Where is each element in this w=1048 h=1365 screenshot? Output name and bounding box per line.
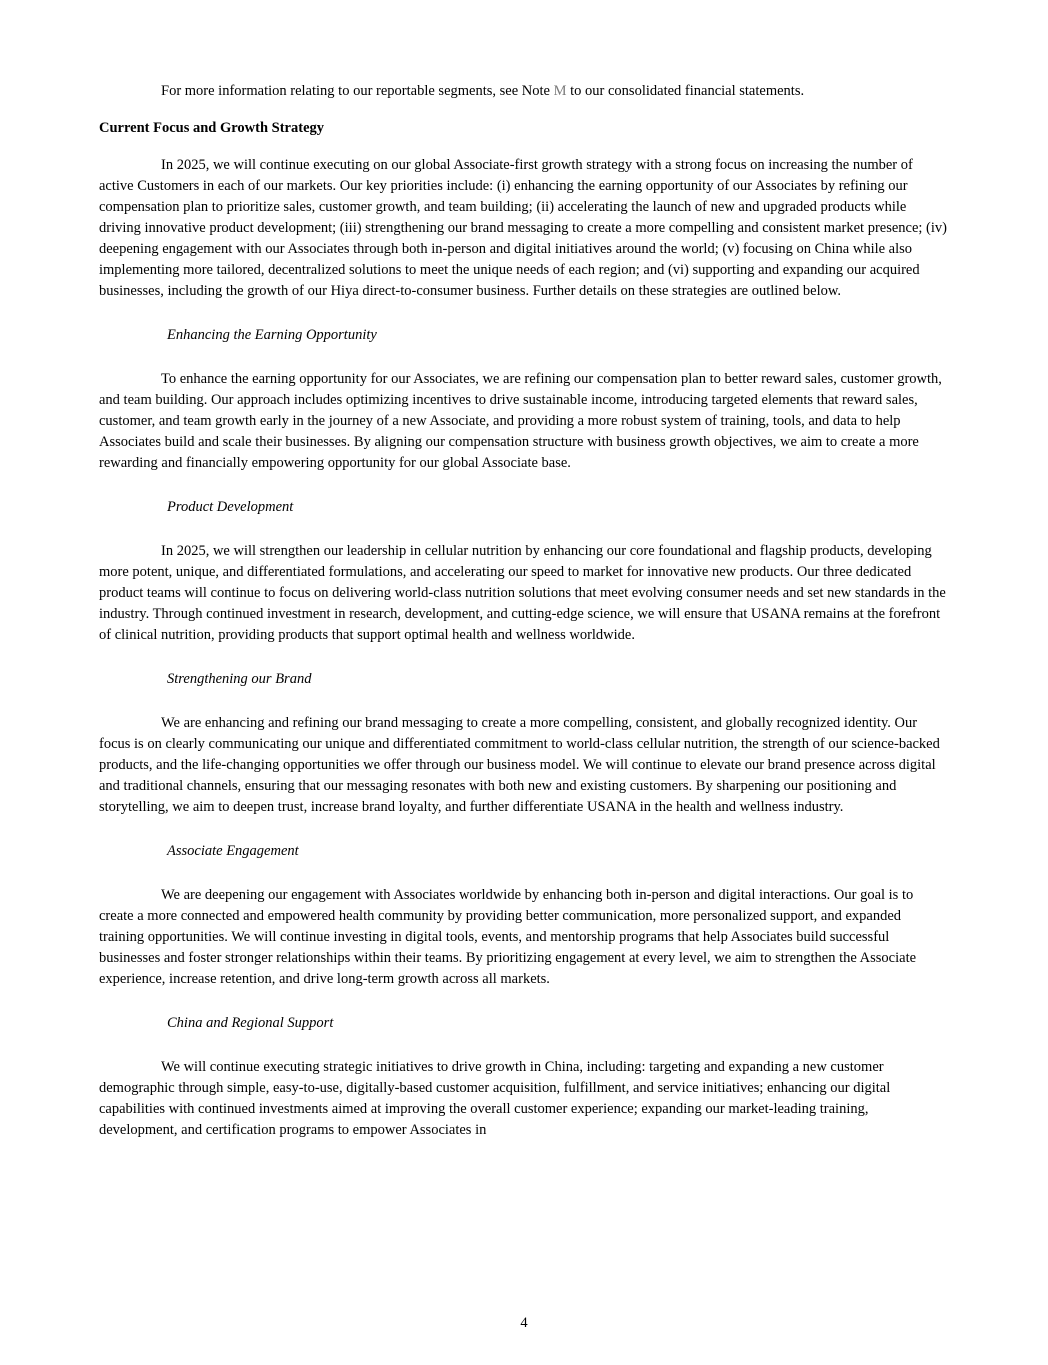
subheading-strengthening-brand: Strengthening our Brand <box>167 671 312 687</box>
paragraph-associate-engagement: We are deepening our engagement with Associates worldwide by enhancing both in-person and digital interactions. Our goal is to create a more connected and empowered health community by providing better communication, more personalized support, and expanded training opportunities. We will continue investing in digital tools, events, and mentorship programs that help Associates build successful businesses and foster stronger relationships within their teams. By prioritizing engagement at every level, we aim to strengthen the Associate experience, increase retention, and drive long-term growth across all markets. <box>99 887 917 987</box>
paragraph-strengthening-brand: We are enhancing and refining our brand messaging to create a more compelling, consistent, and globally recognized identity. Our focus is on clearly communicating our unique and differentiated commitment to world-class cellular nutrition, the strength of our science-backed products, and the life-changing opportunities we offer through our business model. We will continue to elevate our brand presence across digital and traditional channels, ensuring that our messaging resonates with both new and existing customers. By sharpening our positioning and storytelling, we aim to deepen trust, increase brand loyalty, and further differentiate USANA in the health and wellness industry. <box>99 715 940 815</box>
subheading-china-regional-support: China and Regional Support <box>167 1015 334 1031</box>
paragraph-earning-opportunity: To enhance the earning opportunity for our Associates, we are refining our compensation plan to better reward sales, customer growth, and team building. Our approach includes optimizing incentives to drive sustainable income, introducing targeted elements that reward sales, customer, and team growth early in the journey of a new Associate, and providing a more robust system of training, tools, and data to help Associates build and scale their businesses. By aligning our compensation structure with business growth objectives, we aim to create a more rewarding and financially empowering opportunity for our global Associate base. <box>99 371 942 471</box>
document-content <box>99 81 949 1164</box>
intro-text-after: to our consolidated financial statements. <box>566 83 805 99</box>
paragraph-china-regional-support: We will continue executing strategic initiatives to drive growth in China, including: targeting and expanding a new customer demographic through simple, easy-to-use, digitally-based customer acquisition, fulfillment, and service initiatives; enhancing our digital capabilities with continued investments aimed at improving the overall customer experience; expanding our market-leading training, development, and certification programs to empower Associates in <box>99 1059 891 1138</box>
subheading-product-development: Product Development <box>167 499 294 515</box>
section-heading-current-focus: Current Focus and Growth Strategy <box>99 120 325 136</box>
intro-paragraph <box>99 81 949 102</box>
paragraph-growth-strategy: In 2025, we will continue executing on our global Associate-first growth strategy with a strong focus on increasing the number of active Customers in each of our markets. Our key priorities include: (i) enhancing the earning opportunity of our Associates by refining our compensation plan to prioritize sales, customer growth, and team building; (ii) accelerating the launch of new and upgraded products while driving innovative product development; (iii) strengthening our brand messaging to create a more compelling and consistent market presence; (iv) deepening engagement with our Associates through both in-person and digital initiatives around the world; (v) focusing on China while also implementing more tailored, decentralized solutions to meet the unique needs of each region; and (vi) supporting and expanding our acquired businesses, including the growth of our Hiya direct-to-consumer business. Further details on these strategies are outlined below. <box>99 157 947 299</box>
subheading-associate-engagement: Associate Engagement <box>167 843 299 859</box>
intro-text-before: For more information relating to our reportable segments, see Note <box>161 83 554 99</box>
subheading-earning-opportunity: Enhancing the Earning Opportunity <box>167 327 377 343</box>
paragraph-product-development: In 2025, we will strengthen our leadership in cellular nutrition by enhancing our core foundational and flagship products, developing more potent, unique, and differentiated formulations, and accelerating our speed to market for innovative new products. Our three dedicated product teams will continue to focus on delivering world-class nutrition solutions that meet evolving consumer needs and set new standards in the industry. Through continued investment in research, development, and cutting-edge science, we will ensure that USANA remains at the forefront of clinical nutrition, providing products that support optimal health and wellness worldwide. <box>99 543 946 643</box>
note-m-link[interactable]: M <box>553 83 567 99</box>
page-number: 4 <box>520 1315 528 1331</box>
